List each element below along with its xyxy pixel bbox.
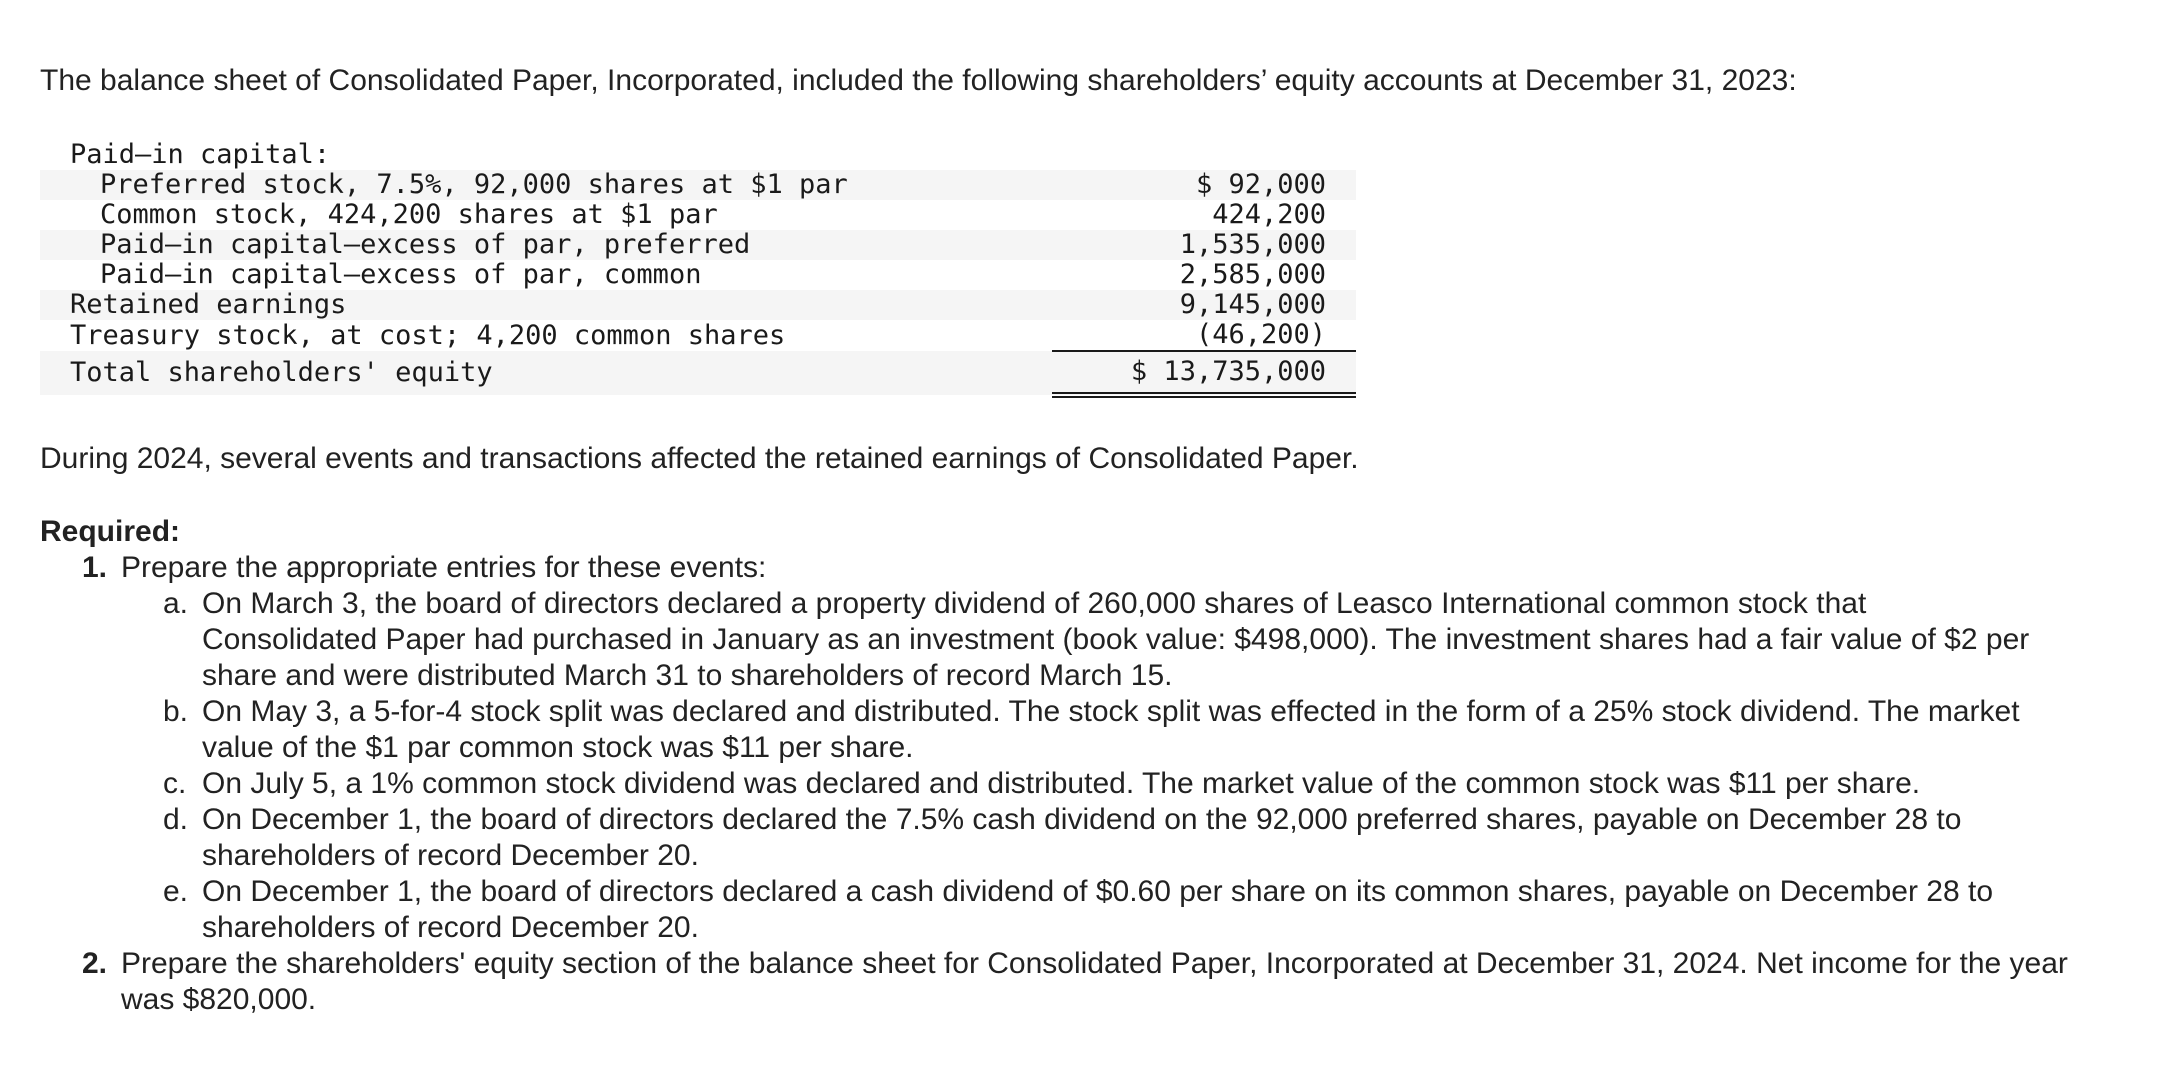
during-text: During 2024, several events and transactions affected the retained earnings of Consolidated Paper.: [40, 442, 1359, 475]
row-amount: 1,535,000: [1052, 230, 1356, 260]
item-number: 2.: [82, 947, 108, 980]
row-label: Preferred stock, 7.5%, 92,000 shares at $1 par: [40, 170, 1050, 200]
total-row: [40, 351, 1356, 395]
required-heading: Required:: [40, 515, 181, 548]
event-letter: c.: [163, 767, 187, 800]
required-item: [40, 550, 2120, 946]
event-text: On December 1, the board of directors declared the 7.5% cash dividend on the 92,000 preferred shares, payable on December 28 to shareholders of record December 20.: [202, 803, 1962, 872]
event-letter: b.: [163, 695, 189, 728]
row-label: Treasury stock, at cost; 4,200 common shares: [70, 319, 786, 351]
event-letter: a.: [163, 587, 189, 620]
required-item: [40, 946, 2120, 1018]
event-text: On March 3, the board of directors declared a property dividend of 260,000 shares of Leasco International common stock that Consolidated Paper had purchased in January as an investment (book value: $498,000). The investment shares had a fair value of $2 per share and were distributed March 31 to shareholders of record March 15.: [202, 587, 2030, 692]
table-row: [40, 200, 1356, 230]
row-label: Retained earnings: [40, 290, 1050, 320]
event-item: [121, 694, 2042, 766]
row-label: Common stock, 424,200 shares at $1 par: [100, 199, 718, 230]
table-row: [40, 140, 1356, 170]
intro-text: The balance sheet of Consolidated Paper, Incorporated, included the following shareholders’ equity accounts at December 31, 2023:: [40, 64, 1797, 97]
total-label: Total shareholders' equity: [40, 351, 1050, 395]
table-row: [40, 170, 1356, 200]
total-amount: $ 13,735,000: [1052, 351, 1356, 395]
table-row: [40, 230, 1356, 260]
balance-sheet-table: [40, 140, 1356, 398]
row-label: Paid–in capital—excess of par, preferred: [40, 230, 1050, 260]
event-letter: e.: [163, 875, 189, 908]
event-item: [121, 766, 2042, 802]
problem-document: [40, 60, 2120, 1018]
event-text: On May 3, a 5-for-4 stock split was declared and distributed. The stock split was effected in the form of a 25% stock dividend. The market value of the $1 par common stock was $11 per share.: [202, 695, 2020, 764]
paid-in-capital-header: Paid–in capital:: [70, 139, 331, 170]
table-row: [40, 260, 1356, 290]
row-amount: (46,200): [1052, 320, 1356, 351]
event-text: On July 5, a 1% common stock dividend was declared and distributed. The market value of the common stock was $11 per share.: [202, 767, 1921, 800]
item-number: 1.: [82, 551, 108, 584]
event-item: [121, 802, 2042, 874]
item-text: Prepare the appropriate entries for these events:: [121, 551, 767, 584]
row-label: Paid–in capital—excess of par, common: [100, 259, 702, 290]
required-list: [40, 550, 2120, 1018]
table-row: [40, 320, 1356, 351]
row-amount: $ 92,000: [1052, 170, 1356, 200]
row-amount: 2,585,000: [1179, 259, 1326, 290]
event-item: [121, 874, 2042, 946]
event-list: [121, 586, 2120, 946]
event-letter: d.: [163, 803, 189, 836]
row-amount: 424,200: [1212, 199, 1326, 230]
row-amount: 9,145,000: [1052, 290, 1356, 320]
table-row: [40, 290, 1356, 320]
event-text: On December 1, the board of directors declared a cash dividend of $0.60 per share on its common shares, payable on December 28 to shareholders of record December 20.: [202, 875, 1994, 944]
item-text: Prepare the shareholders' equity section of the balance sheet for Consolidated Paper, Incorporated at December 31, 2024. Net income for the year was $820,000.: [121, 947, 2068, 1016]
event-item: [121, 586, 2042, 694]
